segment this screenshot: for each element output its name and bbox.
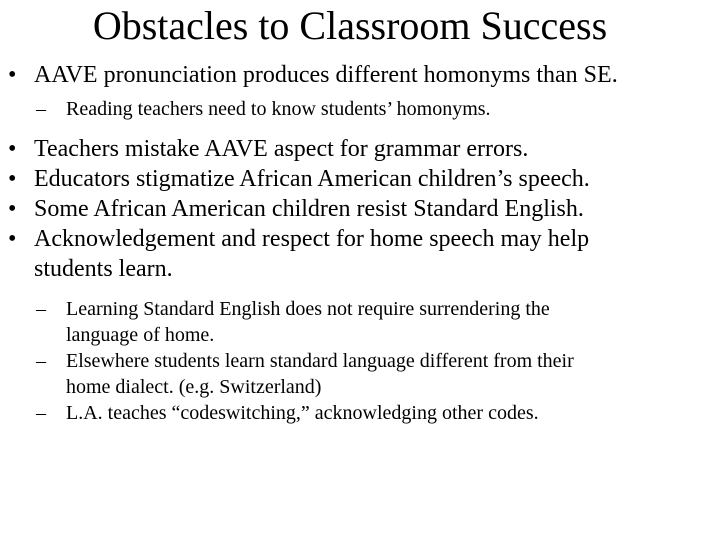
slide-title: Obstacles to Classroom Success (92, 3, 608, 48)
dash-icon: – (36, 298, 46, 320)
bullet-text-line-1: Acknowledgement and respect for home speech may help (34, 226, 590, 252)
bullet-item-4 (0, 194, 720, 224)
sub-bullet-item-2 (0, 296, 720, 348)
sub-bullet-text-line-1: Elsewhere students learn standard language different from their (66, 350, 574, 372)
sub-bullet-text: L.A. teaches “codeswitching,” acknowledging other codes. (66, 402, 539, 424)
sub-bullet-item-3 (0, 348, 720, 400)
bullet-item-2 (0, 134, 720, 164)
sub-bullet-text: Reading teachers need to know students’ homonyms. (66, 98, 491, 120)
bullet-item-1 (0, 60, 720, 90)
bullet-text-line-2: students learn. (34, 256, 173, 282)
bullet-text: Some African American children resist Standard English. (34, 196, 584, 222)
bullet-icon: • (8, 166, 17, 192)
sub-bullet-item-4 (0, 400, 720, 426)
bullet-icon: • (8, 136, 17, 162)
sub-bullet-text-line-2: language of home. (66, 324, 215, 346)
sub-bullet-text-line-2: home dialect. (e.g. Switzerland) (66, 376, 322, 398)
sub-bullet-item-1 (0, 96, 720, 122)
dash-icon: – (36, 350, 46, 372)
bullet-text: Educators stigmatize African American children’s speech. (34, 166, 590, 192)
bullet-icon: • (8, 226, 17, 252)
bullet-icon: • (8, 196, 17, 222)
sub-bullet-text-line-1: Learning Standard English does not require surrendering the (66, 298, 550, 320)
bullet-item-3 (0, 164, 720, 194)
dash-icon: – (36, 98, 46, 120)
bullet-icon: • (8, 62, 17, 88)
bullet-item-5 (0, 224, 720, 284)
bullet-text: Teachers mistake AAVE aspect for grammar errors. (34, 136, 529, 162)
slide-content (0, 60, 720, 426)
bullet-text: AAVE pronunciation produces different homonyms than SE. (34, 62, 618, 88)
dash-icon: – (36, 402, 46, 424)
